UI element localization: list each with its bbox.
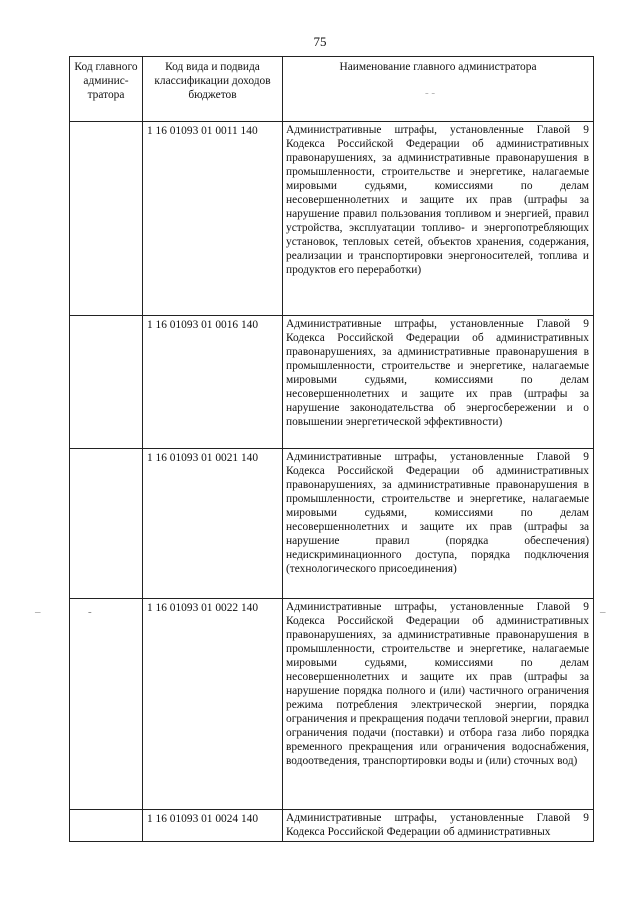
page-number: 75 [313,34,327,49]
row-classification-code: 1 16 01093 01 0011 140 [143,122,283,316]
scan-mark-header: - - [425,87,436,99]
scan-mark-right: – [600,606,606,618]
row-admin-code [70,810,143,842]
row-classification-code: 1 16 01093 01 0022 140 [143,599,283,810]
row-admin-code [70,122,143,316]
row-classification-code: 1 16 01093 01 0021 140 [143,449,283,599]
row-admin-code [70,316,143,449]
header-admin-code: Код главного админис-тратора [70,57,143,122]
scan-mark-left: – [35,606,41,618]
table-row [70,599,594,810]
row-classification-code: 1 16 01093 01 0024 140 [143,810,283,842]
header-classification-code: Код вида и подвида классификации доходов бюджетов [143,57,283,122]
table-row [70,449,594,599]
row-admin-name: Административные штрафы, установленные Главой 9 Кодекса Российской Федерации об административных правонарушениях, за административные правонарушения в промышленности, строительстве и энергетике, налагаемые мировыми судьями, комиссиями по делам несовершеннолетних и защите их прав (штрафы за нарушение правил пользования топливом и энергией, правил устройства, эксплуатации топливо- и энергопотребляющих установок, тепловых сетей, объектов хранения, содержания, реализации и транспортировки энергоносителей, топлива и продуктов его переработки) [283,122,594,316]
row-admin-name: Административные штрафы, установленные Главой 9 Кодекса Российской Федерации об административных правонарушениях, за административные правонарушения в промышленности, строительстве и энергетике, налагаемые мировыми судьями, комиссиями по делам несовершеннолетних и защите их прав (штрафы за нарушение правил (порядка обеспечения) недискриминационного доступа, порядка подключения (технологического присоединения) [283,449,594,599]
row-admin-name: Административные штрафы, установленные Главой 9 Кодекса Российской Федерации об административных правонарушениях, за административные правонарушения в промышленности, строительстве и энергетике, налагаемые мировыми судьями, комиссиями по делам несовершеннолетних и защите их прав (штрафы за нарушение порядка полного и (или) частичного ограничения режима потребления электрической энергии, порядка ограничения и прекращения подачи тепловой энергии, правил ограничения подачи (поставки) и отбора газа либо порядка временного прекращения или ограничения водоснабжения, водоотведения, транспортировки воды и (или) сточных вод) [283,599,594,810]
row-classification-code: 1 16 01093 01 0016 140 [143,316,283,449]
revenue-admin-table [69,56,594,842]
table-row [70,122,594,316]
table-header-row [70,57,594,122]
table-row [70,316,594,449]
table-row [70,810,594,842]
scan-mark-cell: - [88,606,92,618]
row-admin-name: Административные штрафы, установленные Главой 9 Кодекса Российской Федерации об административных правонарушениях, за административные правонарушения в промышленности, строительстве и энергетике, налагаемые мировыми судьями, комиссиями по делам несовершеннолетних и защите их прав (штрафы за нарушение законодательства об энергосбережении и о повышении энергетической эффективности) [283,316,594,449]
row-admin-code [70,599,143,810]
row-admin-code [70,449,143,599]
header-admin-name: Наименование главного администратора [283,57,594,122]
row-admin-name: Административные штрафы, установленные Главой 9 Кодекса Российской Федерации об административных [283,810,594,842]
